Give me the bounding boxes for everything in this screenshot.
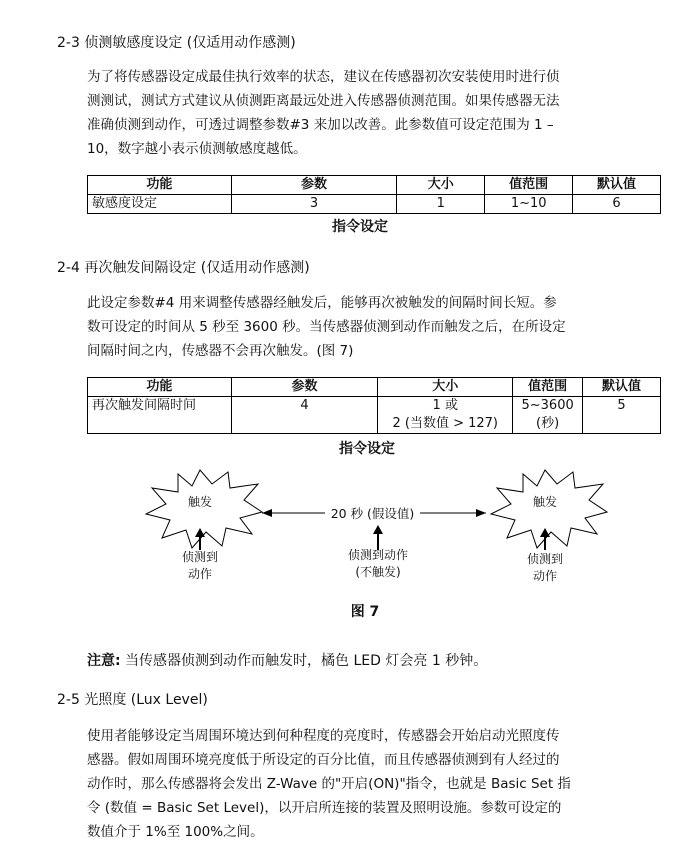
table-header-cell: 功能 [88, 176, 232, 195]
table-cell [513, 397, 583, 434]
section-2-5-heading: 2-5 光照度 (Lux Level) [57, 692, 208, 708]
label-line: 动作 [532, 569, 557, 583]
table-header-cell: 默认值 [583, 378, 661, 397]
note [87, 650, 487, 670]
note-text: 当传感器侦测到动作而触发时，橘色 LED 灯会亮 1 秒钟。 [120, 653, 488, 669]
label-line: 侦测到 [181, 550, 218, 564]
paragraph-line: 此设定参数#4 用来调整传感器经触发后，能够再次被触发的间隔时间长短。参 [87, 295, 557, 311]
table-cell: 3 [231, 195, 397, 214]
middle-arrow-label [328, 547, 428, 581]
label-line: (不触发) [355, 565, 401, 579]
table-header-cell: 大小 [378, 378, 513, 397]
retrigger-table [87, 377, 661, 434]
left-burst-label: 触发 [187, 495, 212, 509]
middle-up-arrowhead [373, 525, 383, 534]
paragraph-line: 准确侦测到动作，可透过调整参数#3 来加以改善。此参数值可设定范围为 1 – [87, 117, 554, 133]
arrowhead-right [476, 509, 486, 517]
sensitivity-table [87, 175, 661, 214]
table-cell: 1~10 [485, 195, 573, 214]
table-header-cell: 功能 [88, 378, 232, 397]
paragraph-line: 数可设定的时间从 5 秒至 3600 秒。当传感器侦测到动作而触发之后，在所设定 [87, 319, 566, 335]
section-2-4-heading: 2-4 再次触发间隔设定 (仅适用动作感测) [57, 260, 310, 276]
paragraph-line: 令 (数值 = Basic Set Level)，以开启所连接的装置及照明设施。参数可设定的 [87, 800, 562, 816]
arrowhead-left [262, 509, 272, 517]
left-arrow-label [160, 549, 240, 583]
table-cell: 5 [583, 397, 661, 434]
paragraph-line: 10，数字越小表示侦测敏感度越低。 [87, 141, 307, 157]
table-header-row [88, 378, 661, 397]
table-cell: 再次触发间隔时间 [88, 397, 232, 434]
table-cell [378, 397, 513, 434]
paragraph-line: 感器。假如周围环境亮度低于所设定的百分比值，而且传感器侦测到有人经过的 [87, 752, 560, 768]
paragraph-line: 动作时，那么传感器将会发出 Z-Wave 的"开启(ON)"指令，也就是 Basic Set 指 [87, 776, 571, 792]
figure-caption: 图 7 [350, 604, 380, 620]
table-header-cell: 值范围 [513, 378, 583, 397]
section-2-4-paragraph [87, 291, 665, 363]
table-cell: 6 [573, 195, 661, 214]
paragraph-line: 间隔时间之内，传感器不会再次触发。(图 7) [87, 343, 354, 359]
right-burst-label: 触发 [532, 495, 557, 509]
table-header-cell: 大小 [397, 176, 485, 195]
table-header-cell: 值范围 [485, 176, 573, 195]
right-arrow-label [505, 551, 585, 585]
size-line: 1 或 [432, 398, 458, 413]
size-line: 2 (当数值 > 127) [392, 416, 499, 431]
paragraph-line: 使用者能够设定当周围环境达到何种程度的亮度时，传感器会开始启动光照度传 [87, 728, 560, 744]
interval-label: 20 秒 (假设值) [330, 506, 415, 521]
table-cell: 敏感度设定 [88, 195, 232, 214]
paragraph-line: 为了将传感器设定成最佳执行效率的状态，建议在传感器初次安装使用时进行侦 [87, 69, 560, 85]
table-row [88, 397, 661, 434]
paragraph-line: 数值介于 1%至 100%之间。 [87, 824, 264, 840]
table-cell: 1 [397, 195, 485, 214]
range-line: (秒) [536, 416, 560, 431]
section-2-5-paragraph [87, 724, 665, 844]
table-caption: 指令设定 [332, 219, 388, 235]
table-header-row [88, 176, 661, 195]
label-line: 动作 [187, 567, 212, 581]
section-2-3-paragraph [87, 65, 665, 161]
table-row [88, 195, 661, 214]
range-line: 5~3600 [521, 398, 574, 413]
label-line: 侦测到 [526, 552, 563, 566]
paragraph-line: 测测试，测试方式建议从侦测距离最远处进入传感器侦测范围。如果传感器无法 [87, 93, 560, 109]
table-header-cell: 参数 [231, 378, 378, 397]
note-label: 注意: [87, 653, 121, 669]
label-line: 侦测到动作 [347, 548, 408, 562]
table-cell: 4 [231, 397, 378, 434]
table-caption: 指令设定 [339, 441, 395, 457]
table-header-cell: 参数 [231, 176, 397, 195]
table-header-cell: 默认值 [573, 176, 661, 195]
section-2-3-heading: 2-3 侦测敏感度设定 (仅适用动作感测) [57, 35, 296, 51]
